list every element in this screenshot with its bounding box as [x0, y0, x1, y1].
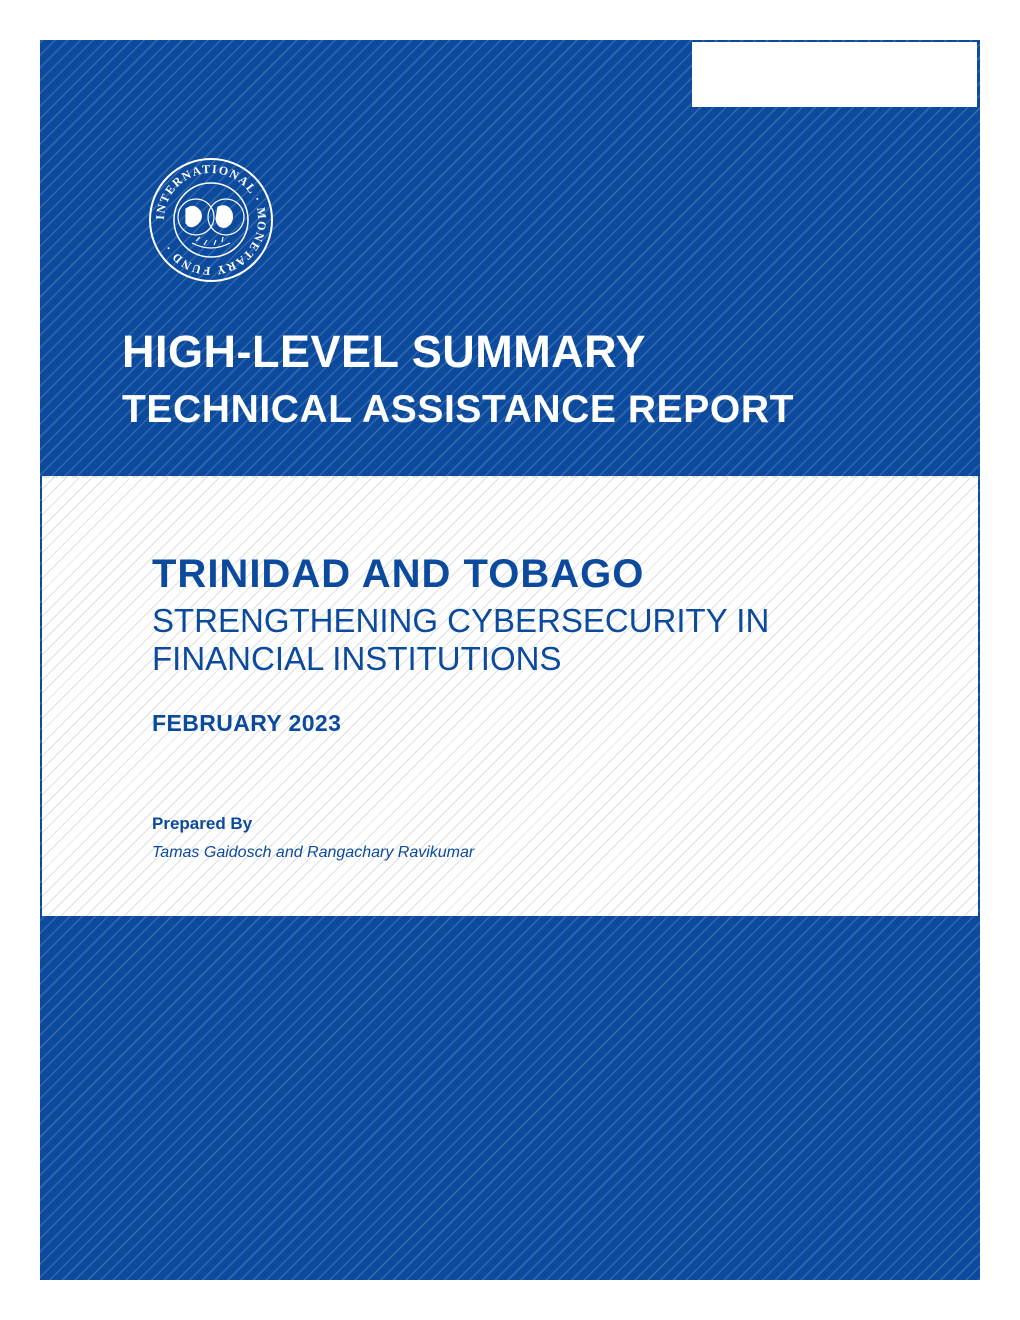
- title-block: [122, 326, 794, 434]
- report-info-band: [42, 476, 978, 916]
- report-type: TECHNICAL ASSISTANCE REPORT: [122, 388, 795, 431]
- prepared-by-label: Prepared By: [152, 814, 253, 833]
- label-box: [692, 42, 977, 107]
- imf-logo: [148, 157, 274, 283]
- report-title: HIGH-LEVEL SUMMARY: [122, 326, 647, 377]
- country-name: TRINIDAD AND TOBAGO: [152, 552, 645, 596]
- imf-seal-icon: [148, 157, 274, 283]
- authors: Tamas Gaidosch and Rangachary Ravikumar: [152, 844, 475, 861]
- seal-ring-text: INTERNATIONAL · MONETARY FUND ·: [152, 161, 270, 279]
- report-subtitle: STRENGTHENING CYBERSECURITY IN FINANCIAL INSTITUTIONS: [152, 602, 770, 677]
- svg-text:INTERNATIONAL · MONETARY FUND: [153, 162, 269, 278]
- report-cover: [40, 40, 980, 1280]
- report-date: FEBRUARY 2023: [152, 710, 342, 736]
